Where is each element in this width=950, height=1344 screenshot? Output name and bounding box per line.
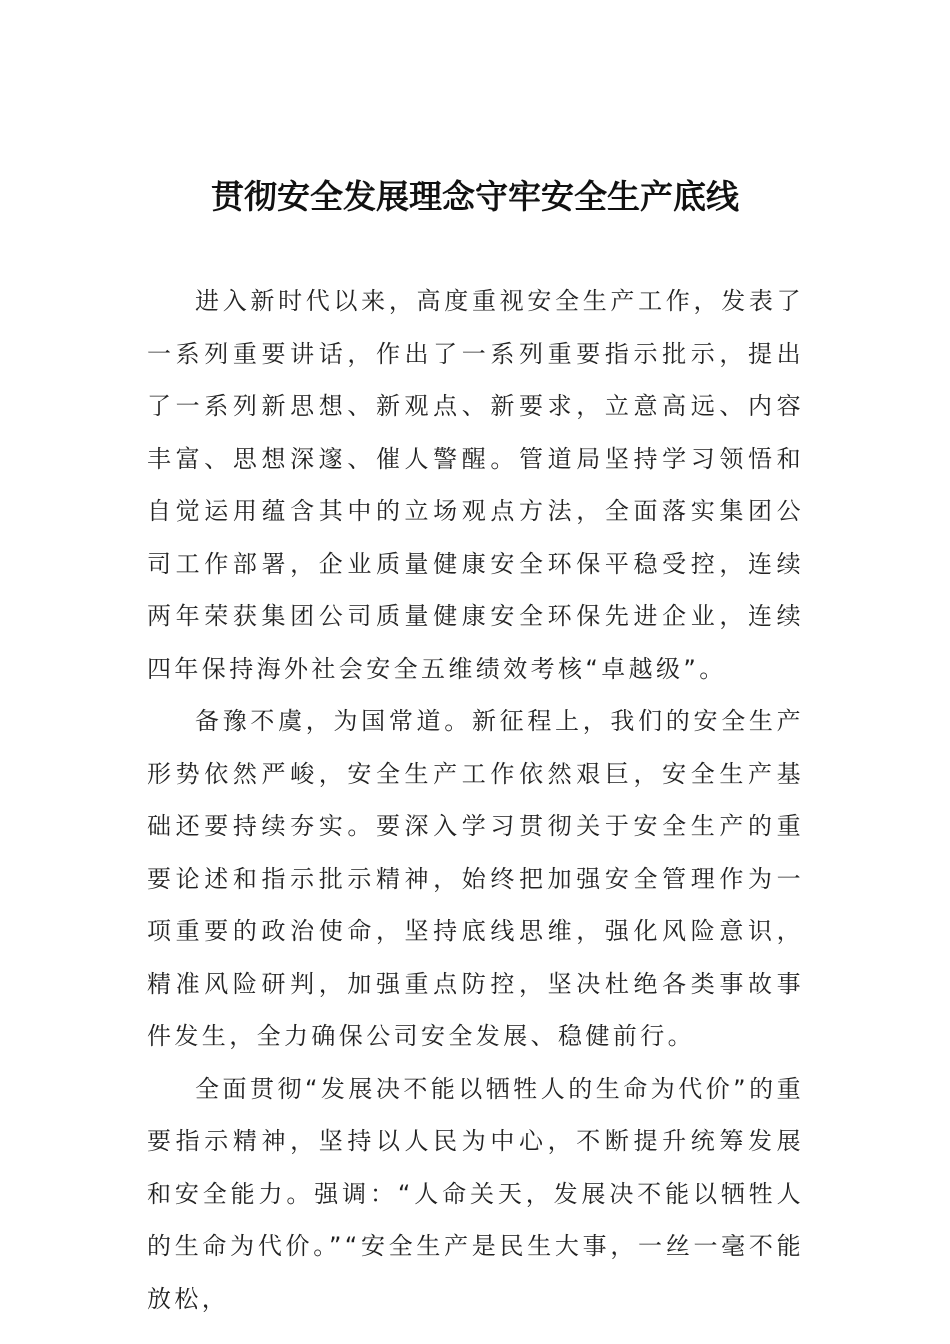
- document-body: [147, 275, 804, 1325]
- paragraph-1: 进入新时代以来，高度重视安全生产工作，发表了一系列重要讲话，作出了一系列重要指示批示，提出了一系列新思想、新观点、新要求，立意高远、内容丰富、思想深邃、催人警醒。管道局坚持学习领悟和自觉运用蕴含其中的立场观点方法，全面落实集团公司工作部署，企业质量健康安全环保平稳受控，连续两年荣获集团公司质量健康安全环保先进企业，连续四年保持海外社会安全五维绩效考核“卓越级”。: [147, 287, 804, 683]
- document-title: 贯彻安全发展理念守牢安全生产底线: [211, 177, 739, 216]
- paragraph-2: 备豫不虞，为国常道。新征程上，我们的安全生产形势依然严峻，安全生产工作依然艰巨，安全生产基础还要持续夯实。要深入学习贯彻关于安全生产的重要论述和指示批示精神，始终把加强安全管理作为一项重要的政治使命，坚持底线思维，强化风险意识，精准风险研判，加强重点防控，坚决杜绝各类事故事件发生，全力确保公司安全发展、稳健前行。: [147, 707, 804, 1050]
- paragraph-3: 全面贯彻“发展决不能以牺牲人的生命为代价”的重要指示精神，坚持以人民为中心，不断提升统筹发展和安全能力。强调：“人命关天，发展决不能以牺牲人的生命为代价。”“安全生产是民生大事，一丝一毫不能放松，: [147, 1074, 804, 1313]
